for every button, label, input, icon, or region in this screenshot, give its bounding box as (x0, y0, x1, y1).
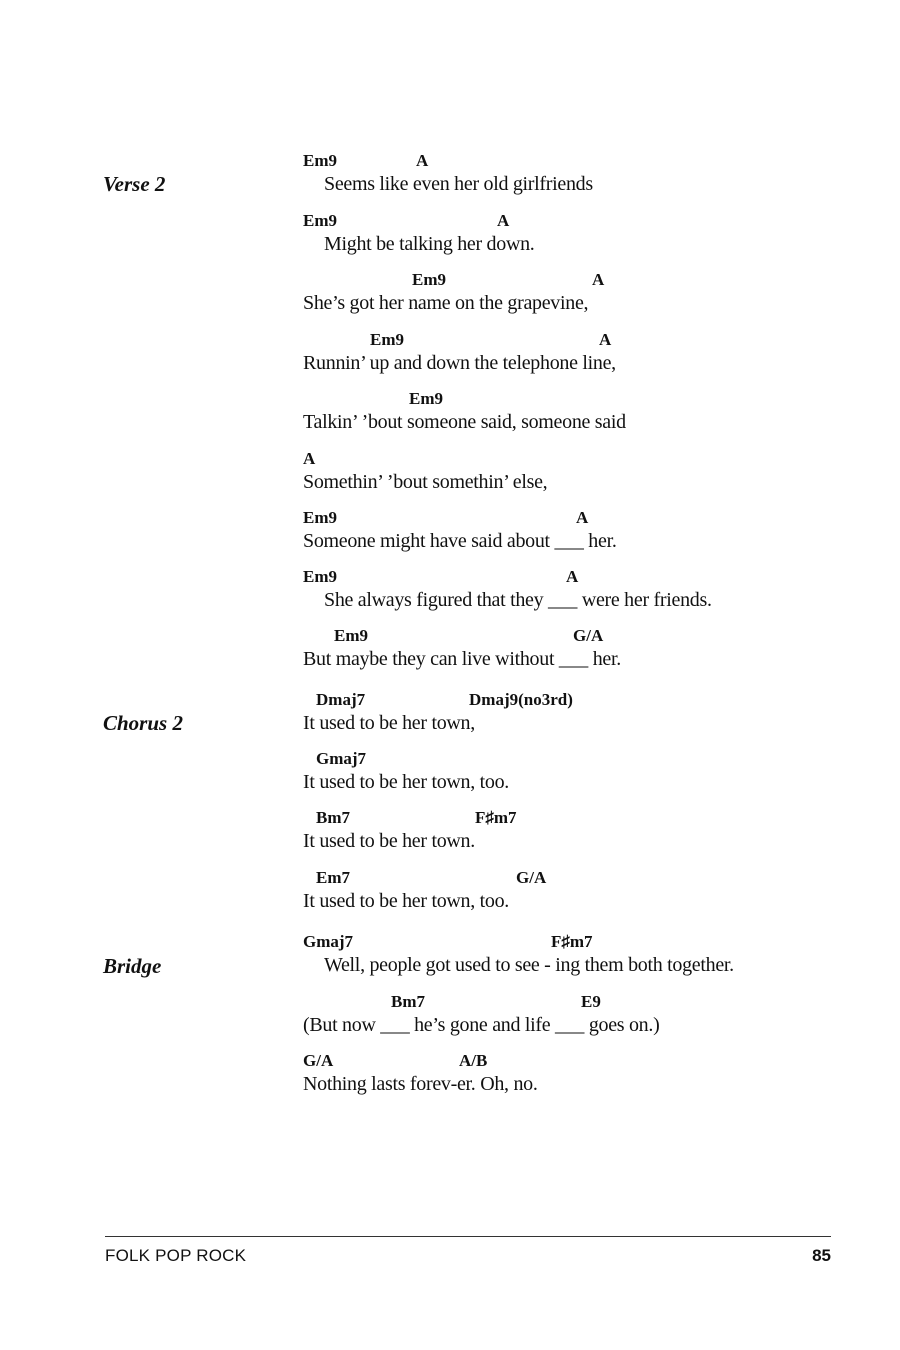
chord-symbol: Dmaj7 (316, 690, 366, 709)
chord-line-block (303, 932, 863, 982)
chord-symbol: Dmaj9(no3rd) (469, 690, 573, 709)
chord-symbol: Gmaj7 (316, 749, 367, 768)
lyric-line: Someone might have said about ___ her. (303, 530, 617, 552)
chord-symbol: A (303, 449, 316, 468)
section-label-bridge: Bridge (103, 954, 162, 978)
chord-symbol: A (576, 508, 589, 527)
lyric-line: Runnin’ up and down the telephone line, (303, 352, 616, 374)
chord-symbol: A (566, 567, 579, 586)
chord-symbol: F♯m7 (551, 932, 593, 951)
lyric-line: (But now ___ he’s gone and life ___ goes on.) (303, 1014, 660, 1036)
chord-line-block (303, 449, 863, 499)
chord-line-block (303, 330, 863, 380)
section-label-verse-2: Verse 2 (103, 172, 166, 196)
lyric-line: Nothing lasts forev-er. Oh, no. (303, 1073, 538, 1095)
chord-symbol: Em9 (303, 567, 337, 586)
chord-symbol: Em7 (316, 868, 350, 887)
lyric-line: It used to be her town, too. (303, 890, 510, 912)
chord-line-block (303, 749, 863, 799)
chord-line-block (303, 211, 863, 261)
lyric-line: She always figured that they ___ were her friends. (324, 589, 712, 611)
chord-line-block (303, 567, 863, 617)
chord-symbol: Em9 (412, 270, 446, 289)
chord-symbol: Em9 (409, 389, 443, 408)
footer-page-number: 85 (812, 1246, 831, 1265)
chord-symbol: Em9 (303, 508, 337, 527)
lyric-line: Might be talking her down. (324, 233, 535, 255)
footer-book-title: FOLK POP ROCK (105, 1246, 247, 1265)
chord-line-block (303, 992, 863, 1042)
chord-line-block (303, 389, 863, 439)
chord-symbol: E9 (581, 992, 601, 1011)
lyric-line: Somethin’ ’bout somethin’ else, (303, 471, 548, 493)
chord-symbol: Em9 (303, 211, 337, 230)
lyric-line: It used to be her town, too. (303, 771, 510, 793)
lyric-line: She’s got her name on the grapevine, (303, 292, 589, 314)
chord-line-block (303, 808, 863, 858)
chord-symbol: A (599, 330, 612, 349)
chord-symbol: Em9 (334, 626, 368, 645)
lyric-line: It used to be her town. (303, 830, 475, 852)
chord-symbol: G/A (573, 626, 604, 645)
chord-line-block (303, 626, 863, 676)
chord-line-block (303, 270, 863, 320)
chord-line-block (303, 690, 863, 740)
chord-line-block (303, 1051, 863, 1101)
lyric-line: It used to be her town, (303, 712, 475, 734)
chord-symbol: Em9 (370, 330, 404, 349)
chord-symbol: Bm7 (316, 808, 350, 827)
chord-symbol: G/A (516, 868, 547, 887)
lyric-line: But maybe they can live without ___ her. (303, 648, 621, 670)
chord-symbol: Em9 (303, 151, 337, 170)
chord-symbol: Gmaj7 (303, 932, 354, 951)
chord-line-block (303, 868, 863, 918)
chord-line-block (303, 508, 863, 558)
chord-symbol: F♯m7 (475, 808, 517, 827)
chord-symbol: A/B (459, 1051, 488, 1070)
chord-line-block (303, 151, 863, 201)
chord-symbol: A (497, 211, 510, 230)
footer-divider (105, 1236, 831, 1237)
lyric-line: Well, people got used to see - ing them both together. (324, 954, 734, 976)
lyric-line: Seems like even her old girlfriends (324, 173, 593, 195)
chord-symbol: G/A (303, 1051, 334, 1070)
chord-symbol: Bm7 (391, 992, 425, 1011)
chord-symbol: A (592, 270, 605, 289)
section-label-chorus-2: Chorus 2 (103, 711, 183, 735)
lyric-line: Talkin’ ’bout someone said, someone said (303, 411, 626, 433)
chord-symbol: A (416, 151, 429, 170)
